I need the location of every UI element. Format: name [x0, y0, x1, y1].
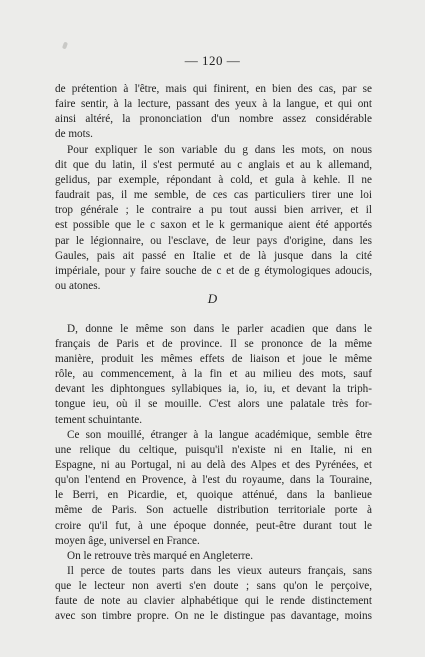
text-line: D, donne le même son dans le parler acadien que dans le: [67, 323, 372, 335]
text-line: ainsi altéré, la prononciation d'un nombre assez considérable: [55, 113, 372, 126]
paragraph-4: [55, 428, 372, 549]
text-line: Espagne, ni au Portugal, ni au delà des Alpes et des Pyrénées, et: [55, 459, 372, 472]
text-line: ou atones.: [55, 279, 101, 292]
page-number: — 120 —: [184, 53, 241, 68]
text-line: que le lecteur non averti s'en doute ; sans qu'on le perçoive,: [55, 580, 372, 593]
text-line: moyen âge, universel en France.: [55, 534, 200, 547]
text-line: Il perce de toutes parts dans les vieux auteurs français, sans: [67, 565, 372, 577]
text-line: dit que du latin, il s'est permuté au c anglais et au k allemand,: [55, 159, 372, 172]
text-line: faudrait pas, il me semble, de ces cas particuliers tirer une loi: [55, 189, 372, 202]
text-line: faire sentir, à la lecture, passant des yeux à la langue, et qui ont: [55, 98, 372, 111]
text-line: gelidus, par exemple, répondant à cold, et gula à kehle. Il ne: [55, 174, 372, 187]
paragraph-3: [55, 322, 372, 428]
ink-smudge: [62, 42, 68, 50]
text-line: par le légionnaire, ou l'esclave, de leur pays d'origine, dans les: [55, 234, 372, 247]
paragraph-2: [55, 143, 372, 294]
text-line: rôle, au commencement, à la fin et au milieu des mots, sauf: [55, 368, 372, 381]
text-line: devant les diphtongues syllabiques ia, io, iu, et devant la triph-: [55, 383, 372, 396]
text-line: même de Paris. Son actuelle distribution territoriale porte à: [55, 504, 372, 517]
text-line: de prétention à l'être, mais qui finirent, en bien des cas, par se: [55, 83, 372, 95]
text-line: Pour expliquer le son variable du g dans les mots, on nous: [67, 144, 372, 156]
text-line: On le retrouve très marqué en Angleterre.: [67, 550, 254, 562]
text-line: impériale, pour y faire souche de c et de g étymologiques adoucis,: [55, 264, 372, 277]
text-line: français de Paris et de province. Il se prononce de la même: [55, 338, 372, 351]
paragraph-6: [55, 564, 372, 624]
text-line: est possible que le c saxon et le k germanique aient été apportés: [55, 219, 372, 232]
text-line: trop générale ; le contraire a pu tout aussi bien arriver, et il: [55, 204, 372, 217]
text-line: tement schuintante.: [55, 413, 142, 426]
text-line: avec son timbre propre. On ne le distingue pas davantage, moins: [55, 610, 372, 623]
text-line: qu'on l'entend en Provence, à l'est du royaume, dans la Touraine,: [55, 474, 372, 487]
text-line: manière, produit les mêmes effets de liaison et joue le même: [55, 353, 372, 366]
text-line: faute de note au clavier alphabétique qui le rende distinctement: [55, 595, 372, 608]
text-line: de mots.: [55, 128, 93, 141]
paragraph-5: [55, 549, 372, 564]
text-line: Ce son mouillé, étranger à la langue académique, semble être: [67, 429, 372, 441]
text-line: tongue ieu, où il se mouille. C'est alors une palatale très for-: [55, 398, 372, 411]
text-line: une relique du celtique, puisqu'il n'existe ni en Italie, ni en: [55, 444, 372, 457]
text-line: le Berri, en Picardie, et, quoique atténué, dans la banlieue: [55, 489, 372, 502]
text-line: Gaules, pais ait passé en Italie et de là jusque dans la cité: [55, 249, 372, 262]
text-line: croire qu'il fut, à une époque donnée, peut-être durant tout le: [55, 519, 372, 532]
paragraph-1: [55, 82, 372, 142]
section-heading: D: [207, 291, 218, 306]
